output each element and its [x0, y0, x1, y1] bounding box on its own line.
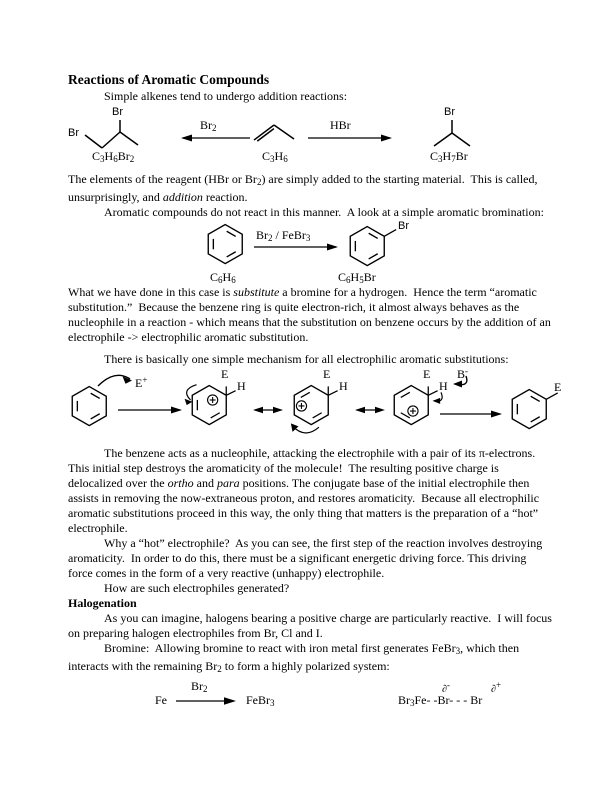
paragraph-intro: Simple alkenes tend to undergo addition reactions: — [104, 89, 348, 103]
section-heading-halogenation: Halogenation — [68, 596, 137, 610]
reagent-label-hbr: HBr — [330, 118, 351, 132]
reagent-label-br2: $Br_2$ — [191, 679, 208, 694]
formula-dibromopropane: $C_3H_6Br_2$ — [92, 149, 135, 164]
scheme-alkene-addition — [68, 106, 552, 164]
page-title: Reactions of Aromatic Compounds — [68, 72, 270, 87]
formula-benzene: $C_6H_6$ — [210, 270, 236, 285]
atom-label-br-left: Br — [68, 127, 79, 139]
benzene-ring — [208, 225, 242, 264]
formula-bromopropane: $C_3H_7Br$ — [430, 149, 468, 164]
e-label-2: E — [323, 367, 331, 381]
partial-positive-label: ∂+ — [491, 680, 502, 695]
formula-propene: $C_3H_6$ — [262, 149, 288, 164]
atom-label-br-right: Br — [444, 106, 455, 118]
plus-charge-icon — [296, 401, 306, 411]
base-label: B- — [457, 366, 469, 381]
reagent-label-br2: $Br_2$ — [200, 118, 217, 133]
curved-arrow-resonance-1 — [187, 385, 197, 400]
benzene-ring — [72, 387, 106, 426]
h-label-3: H — [439, 379, 448, 393]
electrophile-label: E+ — [135, 375, 148, 390]
partial-negative-label: ∂- — [442, 680, 450, 695]
atom-label-br-top: Br — [112, 106, 123, 118]
paragraph-bromine: Bromine: Allowing bromine to react with iron metal first generates FeBr$_3$, which then interacts with the remaining $Br_2$ to form a highly polarized system: — [68, 641, 523, 674]
bromopropane-structure — [434, 120, 470, 146]
paragraph-aromatic-intro: Aromatic compounds do not react in this manner. A look at a simple aromatic bromination: — [104, 205, 544, 219]
e-label-product: E — [554, 380, 562, 394]
formula-bromobenzene: $C_6H_5Br$ — [338, 270, 376, 285]
arenium-ion-1 — [185, 385, 236, 425]
h-label-2: H — [339, 379, 348, 393]
e-label-3: E — [423, 367, 431, 381]
alkene-addition-structures — [68, 106, 548, 164]
polarized-complex-label: $Br_3Fe-$ -Br- - - Br — [398, 693, 483, 708]
paragraph-mechanism-discussion: The benzene acts as a nucleophile, attacking the electrophile with a pair of its π-electrons. This initial step destroys the aromaticity of the molecule! The resulting positive charge is delocalized over the ortho and para positions. The conjugate base of the initial electrophile then assists in removing the now-extraneous proton, and restores aromaticity. Because all electrophilic aromatic substitutions proceed in this way, the only thing that matters is the preparation of a “hot” electrophile. — [68, 446, 543, 535]
scheme-eas-mechanism — [68, 366, 562, 446]
product-ring — [512, 390, 557, 429]
paragraph-mechanism-intro: There is basically one simple mechanism for all electrophilic aromatic substitutions: — [104, 352, 509, 366]
paragraph-hot-electrophile: Why a “hot” electrophile? As you can see, the first step of the reaction involves destroying aromaticity. In order to do this, there must be a significant energetic driving force. This driving force comes in the form of a very reactive (unhappy) electrophile. — [68, 536, 546, 580]
paragraph-question: How are such electrophiles generated? — [104, 581, 290, 595]
paragraph-substitution: What we have done in this case is substitute a bromine for a hydrogen. Hence the term “aromatic substitution.” Because the benzene ring is quite electron-rich, it almost always behaves as the nucleophile in a reaction - which means that the substitution on benzene occurs by the addition of an electrophile -> electrophilic aromatic substitution. — [68, 285, 554, 344]
paragraph-halogens: As you can imagine, halogens bearing a positive charge are particularly reactive. I will focus on preparing halogen electrophiles from Br, Cl and I. — [68, 611, 555, 640]
plus-charge-icon — [208, 395, 218, 405]
febr3-label: FeBr$_3$ — [246, 693, 275, 708]
dibromopropane-structure — [85, 120, 138, 148]
bromobenzene-ring — [350, 227, 396, 266]
iron-label: Fe — [155, 693, 167, 707]
arenium-ion-3 — [394, 386, 442, 425]
reagent-label-br2-febr3: $Br_2$ / FeBr$_3$ — [256, 228, 311, 243]
plus-charge-icon — [408, 406, 418, 416]
scheme-benzene-bromination — [68, 221, 552, 285]
propene-structure — [254, 125, 294, 141]
arenium-ion-2 — [291, 386, 338, 433]
paragraph-addition: The elements of the reagent (HBr or $Br_2$) are simply added to the starting material. This is called, unsurprisingly, and addition reaction. — [68, 172, 541, 204]
scheme-iron-bromine — [68, 680, 552, 726]
h-label-1: H — [237, 379, 246, 393]
atom-label-br: Br — [398, 220, 409, 232]
e-label-1: E — [221, 367, 229, 381]
